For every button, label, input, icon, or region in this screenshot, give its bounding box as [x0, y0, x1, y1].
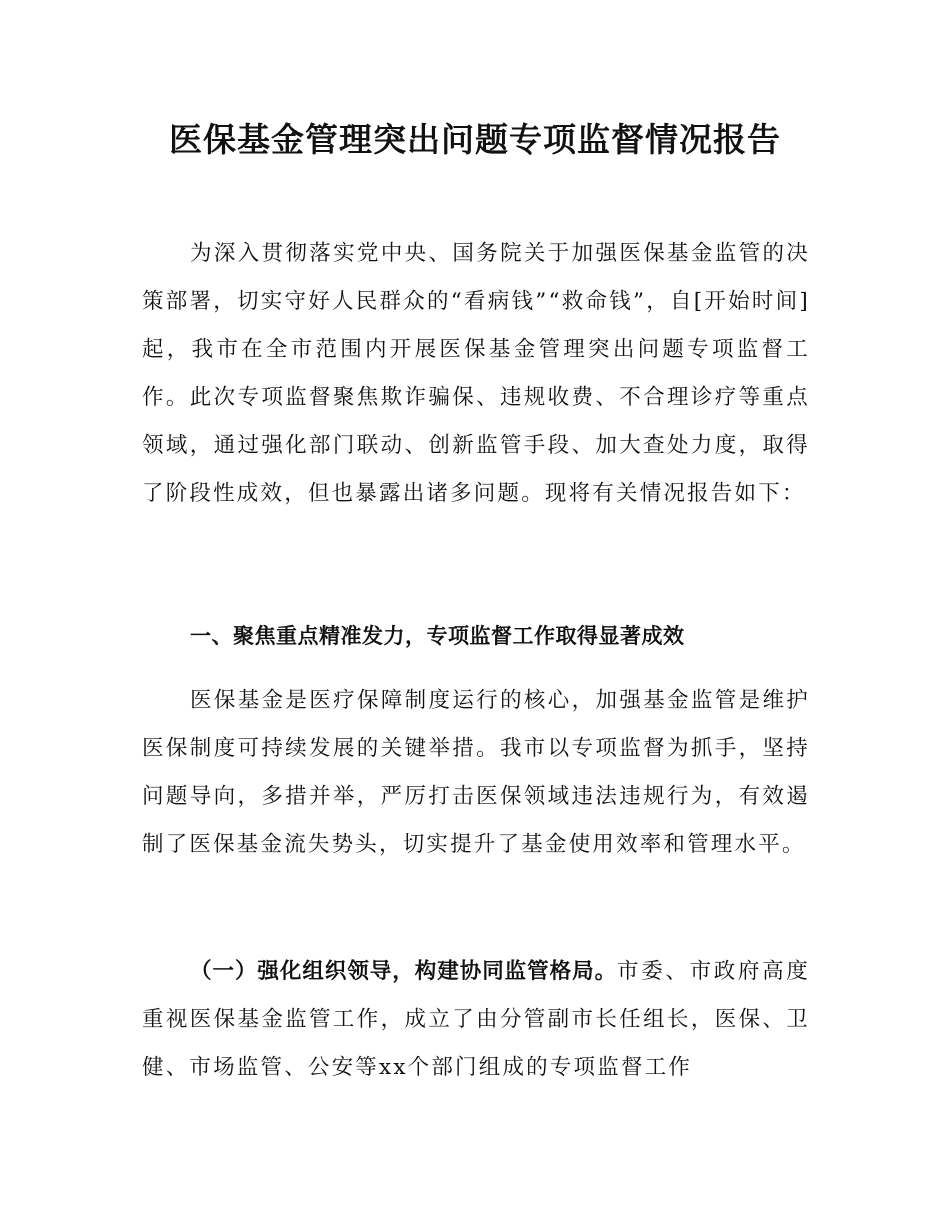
- subsection-1-lead: （一）强化组织领导，构建协同监管格局。: [190, 959, 618, 984]
- document-title: 医保基金管理突出问题专项监督情况报告: [169, 120, 781, 159]
- subsection-1-paragraph: [142, 948, 810, 1092]
- subsection-1-text: 市委、市政府高度重视医保基金监管工作，成立了由分管副市长任组长，医保、卫健、市场监管、公安等xx个部门组成的专项监督工作: [142, 959, 810, 1080]
- section-heading-1: 一、聚焦重点精准发力，专项监督工作取得显著成效: [190, 624, 685, 648]
- intro-paragraph: 为深入贯彻落实党中央、国务院关于加强医保基金监管的决策部署，切实守好人民群众的“看病钱”“救命钱”，自[开始时间]起，我市在全市范围内开展医保基金管理突出问题专项监督工作。此次专项监督聚焦欺诈骗保、违规收费、不合理诊疗等重点领域，通过强化部门联动、创新监管手段、加大查处力度，取得了阶段性成效，但也暴露出诸多问题。现将有关情况报告如下：: [142, 241, 810, 506]
- section-1-paragraph: 医保基金是医疗保障制度运行的核心，加强基金监管是维护医保制度可持续发展的关键举措。我市以专项监督为抓手，坚持问题导向，多措并举，严厉打击医保领域违法违规行为，有效遏制了医保基金流失势头，切实提升了基金使用效率和管理水平。: [142, 688, 810, 857]
